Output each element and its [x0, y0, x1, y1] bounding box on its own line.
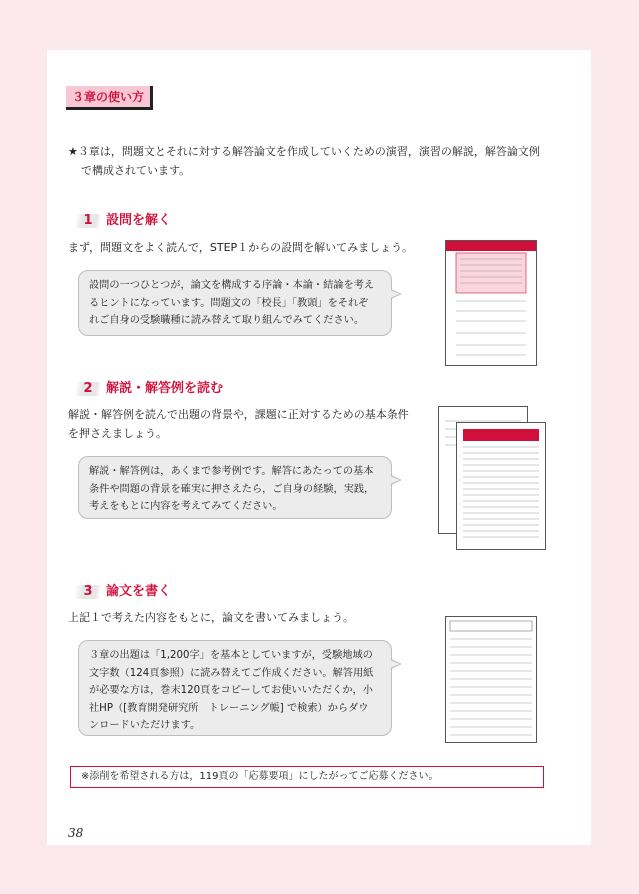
section-3-bubble-line: 文字数（124頁参照）に読み替えてご作成ください。解答用紙: [89, 667, 374, 679]
section-2-bubble-line: 考えをもとに内容を考えてみてください。: [89, 501, 283, 512]
section-3-bubble-line: ３章の出題は「1,200字」を基本としていますが，受験地域の: [89, 650, 373, 661]
section-2-text-line-2: を押さえましょう。: [68, 427, 167, 440]
section-3-bubble: [78, 640, 392, 736]
intro-line-2: で構成されています。: [81, 164, 191, 177]
bubble-tail: [391, 289, 402, 299]
bubble-tail: [391, 659, 402, 669]
section-1-bubble: [78, 270, 392, 336]
section-3-text: 上記１で考えた内容をもとに，論文を書いてみましょう。: [68, 611, 354, 624]
section-1-text: まず，問題文をよく読んで，STEP１からの設問を解いてみましょう。: [68, 241, 414, 254]
answer-sheet-illustration: [446, 617, 536, 742]
thumbnail-question-page: [445, 240, 537, 366]
section-2-title: 解説・解答例を読む: [106, 381, 224, 396]
section-3-bubble-line: が必要な方は，巻末120頁をコピーしてお使いいただくか，小: [89, 685, 373, 696]
section-2-number: 2: [76, 382, 100, 396]
section-1-title: 設問を解く: [106, 213, 172, 228]
section-2-bubble-line: 解説・解答例は，あくまで参考例です。解答にあたっての基本: [89, 466, 374, 477]
section-1-bubble-line: るヒントになっています。問題文の「校長」「教頭」をそれぞ: [89, 297, 369, 309]
section-2-heading: [76, 377, 223, 396]
question-page-illustration: [446, 241, 536, 365]
section-1-bubble-line: 設問の一つひとつが，論文を構成する序論・本論・結論を考え: [89, 280, 375, 291]
section-2-bubble: [78, 456, 392, 519]
section-3-bubble-line: ンロードいただけます。: [89, 720, 201, 731]
section-3-bubble-line: 社HP（[教育開発研究所 トレーニング帳] で検索）からダウ: [89, 702, 369, 714]
thumbnail-commentary-front: [456, 422, 546, 550]
thumbnail-answer-sheet: [445, 616, 537, 743]
section-2-text-line-1: 解説・解答例を読んで出題の背景や，課題に正対するための基本条件: [68, 408, 409, 421]
section-3-title: 論文を書く: [106, 584, 172, 599]
page-number: 38: [68, 826, 84, 840]
correction-note: ※添削を希望される方は，119頁の「応募要項」にしたがってご応募ください。: [70, 766, 544, 788]
section-1-bubble-line: れご自身の受験職種に読み替えて取り組んでみてください。: [89, 315, 365, 326]
section-2-bubble-line: 条件や問題の背景を確実に押さえたら，ご自身の経験，実践，: [89, 483, 375, 495]
section-3-heading: [76, 580, 171, 599]
bubble-tail: [391, 475, 402, 485]
commentary-front-illustration: [457, 423, 545, 549]
section-2-text: [68, 405, 409, 443]
section-3-number: 3: [76, 585, 100, 599]
intro-paragraph: [68, 142, 558, 180]
intro-line-1: ★３章は，問題文とそれに対する解答論文を作成していくための演習，演習の解説，解答論文例: [68, 145, 540, 158]
chapter-tag: ３章の使い方: [66, 86, 153, 110]
section-1-heading: [76, 209, 171, 228]
section-1-number: 1: [76, 214, 100, 228]
